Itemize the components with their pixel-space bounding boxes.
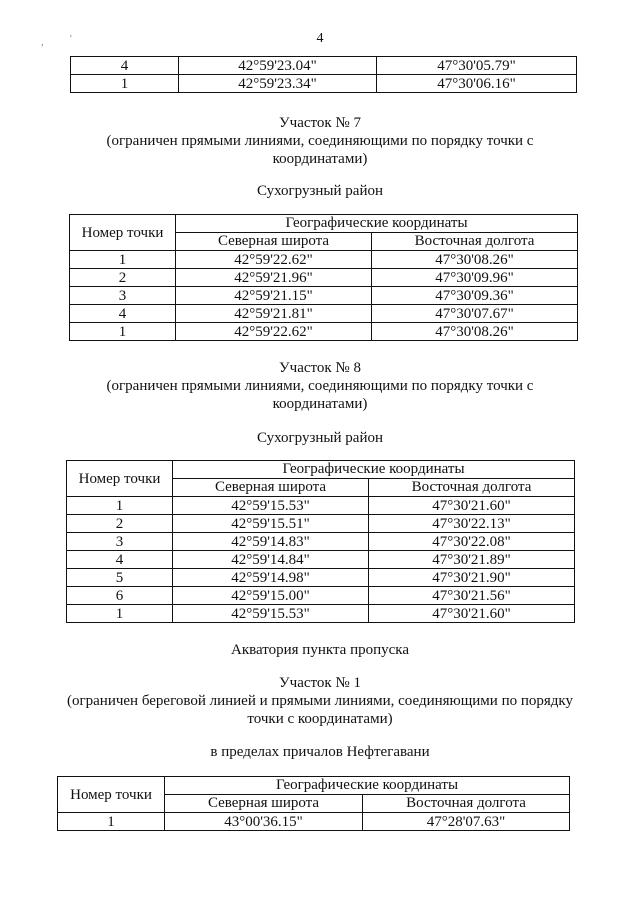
table-row (67, 569, 575, 587)
table-row (71, 57, 577, 75)
aquatory-coordinates-table (57, 776, 570, 831)
lat-cell: 42°59'22.62" (176, 323, 372, 341)
point-cell: 5 (67, 569, 173, 587)
section7-district: Сухогрузный район (256, 183, 384, 199)
aquatory-desc-line1: (ограничен береговой линией и прямыми линиями, соединяющими по порядку (66, 693, 573, 709)
aquatory-heading: Акватория пункта пропуска (230, 642, 410, 658)
section8-coordinates-table (66, 460, 575, 623)
section8-desc-line1: (ограничен прямыми линиями, соединяющими по порядку точки с (106, 378, 534, 394)
point-cell: 2 (67, 515, 173, 533)
section7-coordinates-table (69, 214, 578, 341)
col-geo-header: Географические координаты (165, 777, 570, 795)
table-row (70, 323, 578, 341)
point-cell: 6 (67, 587, 173, 605)
aquatory-title: Участок № 1 (279, 675, 361, 691)
point-cell: 4 (70, 305, 176, 323)
point-cell: 1 (58, 813, 165, 831)
col-point-header: Номер точки (58, 777, 165, 813)
lon-cell: 47°30'08.26" (372, 323, 578, 341)
table-row (67, 605, 575, 623)
table-row (67, 515, 575, 533)
col-lon-header: Восточная долгота (372, 233, 578, 251)
point-cell: 4 (71, 57, 179, 75)
lon-cell: 47°30'22.08" (369, 533, 575, 551)
col-geo-header: Географические координаты (173, 461, 575, 479)
col-lat-header: Северная широта (173, 479, 369, 497)
lat-cell: 42°59'23.04" (179, 57, 377, 75)
lat-cell: 42°59'15.51" (173, 515, 369, 533)
lat-cell: 42°59'21.81" (176, 305, 372, 323)
section8-title: Участок № 8 (279, 360, 361, 376)
lat-cell: 42°59'14.83" (173, 533, 369, 551)
table-row (67, 497, 575, 515)
lon-cell: 47°30'21.90" (369, 569, 575, 587)
lon-cell: 47°30'08.26" (372, 251, 578, 269)
table-row (67, 551, 575, 569)
lon-cell: 47°30'21.56" (369, 587, 575, 605)
table-row (70, 269, 578, 287)
lat-cell: 43°00'36.15" (165, 813, 363, 831)
col-lat-header: Северная широта (165, 795, 363, 813)
top-coordinates-table (70, 56, 577, 93)
lon-cell: 47°30'22.13" (369, 515, 575, 533)
col-geo-header: Географические координаты (176, 215, 578, 233)
section8-desc-line2: координатами) (272, 396, 368, 412)
section7-desc-line2: координатами) (272, 151, 368, 167)
table-row (70, 305, 578, 323)
lat-cell: 42°59'15.53" (173, 605, 369, 623)
point-cell: 3 (70, 287, 176, 305)
scan-mark: , (41, 37, 44, 48)
point-cell: 1 (67, 605, 173, 623)
col-lat-header: Северная широта (176, 233, 372, 251)
point-cell: 1 (71, 75, 179, 93)
aquatory-district: в пределах причалов Нефтегавани (210, 744, 430, 760)
table-row (67, 587, 575, 605)
col-lon-header: Восточная долгота (363, 795, 570, 813)
table-row (70, 251, 578, 269)
lon-cell: 47°30'05.79" (377, 57, 577, 75)
col-point-header: Номер точки (70, 215, 176, 251)
lat-cell: 42°59'23.34" (179, 75, 377, 93)
lon-cell: 47°30'09.96" (372, 269, 578, 287)
lon-cell: 47°28'07.63" (363, 813, 570, 831)
point-cell: 1 (67, 497, 173, 515)
lat-cell: 42°59'14.98" (173, 569, 369, 587)
lon-cell: 47°30'21.89" (369, 551, 575, 569)
lon-cell: 47°30'09.36" (372, 287, 578, 305)
lat-cell: 42°59'15.00" (173, 587, 369, 605)
lon-cell: 47°30'21.60" (369, 605, 575, 623)
table-row (71, 75, 577, 93)
lat-cell: 42°59'21.15" (176, 287, 372, 305)
table-row (58, 813, 570, 831)
point-cell: 1 (70, 251, 176, 269)
point-cell: 1 (70, 323, 176, 341)
table-row (70, 287, 578, 305)
scan-mark: ' (70, 34, 72, 45)
col-lon-header: Восточная долгота (369, 479, 575, 497)
page-number: 4 (316, 31, 324, 46)
section7-desc-line1: (ограничен прямыми линиями, соединяющими по порядку точки с (106, 133, 534, 149)
lat-cell: 42°59'15.53" (173, 497, 369, 515)
aquatory-desc-line2: точки с координатами) (247, 711, 393, 727)
lon-cell: 47°30'06.16" (377, 75, 577, 93)
col-point-header: Номер точки (67, 461, 173, 497)
point-cell: 2 (70, 269, 176, 287)
lat-cell: 42°59'22.62" (176, 251, 372, 269)
point-cell: 4 (67, 551, 173, 569)
lon-cell: 47°30'07.67" (372, 305, 578, 323)
section7-title: Участок № 7 (279, 115, 361, 131)
lon-cell: 47°30'21.60" (369, 497, 575, 515)
section8-district: Сухогрузный район (256, 430, 384, 446)
table-row (67, 533, 575, 551)
point-cell: 3 (67, 533, 173, 551)
lat-cell: 42°59'14.84" (173, 551, 369, 569)
lat-cell: 42°59'21.96" (176, 269, 372, 287)
